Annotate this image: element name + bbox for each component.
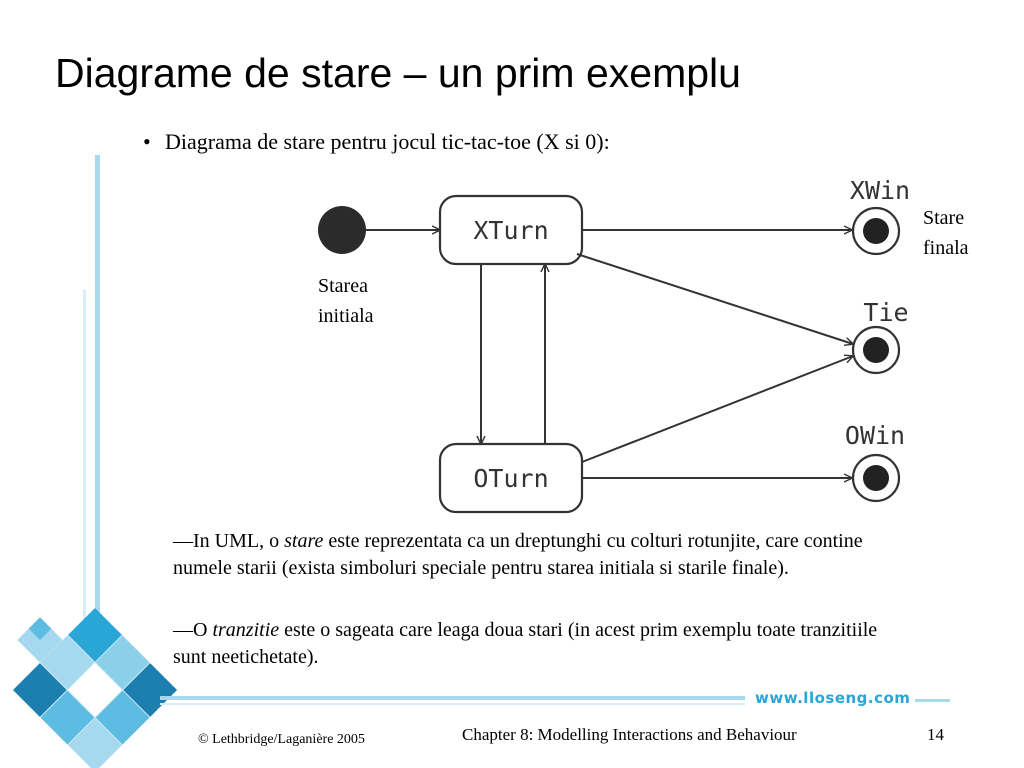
final-state-owin	[853, 455, 899, 501]
note-state	[173, 528, 913, 582]
note-state-prefix: —In UML, o	[173, 530, 285, 552]
final-state-label	[923, 203, 969, 263]
bullet-text: Diagrama de stare pentru jocul tic-tac-toe (X si 0):	[165, 129, 610, 154]
final-label-line-2: finala	[923, 237, 969, 259]
final-label-line-1: Stare	[923, 207, 965, 229]
note-transition-term: tranzitie	[212, 619, 280, 641]
state-label-xturn: XTurn	[473, 216, 549, 245]
bullet-dot-icon: •	[143, 129, 151, 154]
note-state-text: este reprezentata ca un dreptunghi cu colturi rotunjite, care contine numele starii (exista simboluri speciale pentru starea initiala si starile finale).	[173, 530, 863, 579]
initial-state-node	[318, 206, 366, 254]
transition-oturn-tie	[582, 356, 853, 462]
footer-chapter: Chapter 8: Modelling Interactions and Behaviour	[462, 725, 797, 744]
footer-page-number: 14	[927, 725, 944, 744]
note-transition	[173, 617, 913, 671]
initial-state-label	[318, 271, 374, 331]
note-transition-text: este o sageata care leaga doua stari (in acest prim exemplu toate tranzitiile sunt neetichetate).	[173, 619, 878, 668]
final-label-owin: OWin	[844, 421, 906, 450]
initial-label-line-2: initiala	[318, 305, 374, 327]
final-state-xwin	[853, 208, 899, 254]
transition-xturn-tie	[577, 254, 853, 344]
state-label-oturn: OTurn	[473, 464, 549, 493]
note-transition-prefix: —O	[173, 619, 213, 641]
note-state-term: stare	[284, 530, 324, 552]
footer-copyright: © Lethbridge/Laganière 2005	[198, 732, 365, 747]
final-label-xwin: XWin	[849, 176, 911, 205]
initial-label-line-1: Starea	[318, 275, 368, 297]
slide-title: Diagrame de stare – un prim exemplu	[55, 50, 741, 96]
final-state-tie	[853, 327, 899, 373]
footer-url: www.lloseng.com	[755, 689, 911, 707]
final-label-tie: Tie	[863, 298, 909, 327]
